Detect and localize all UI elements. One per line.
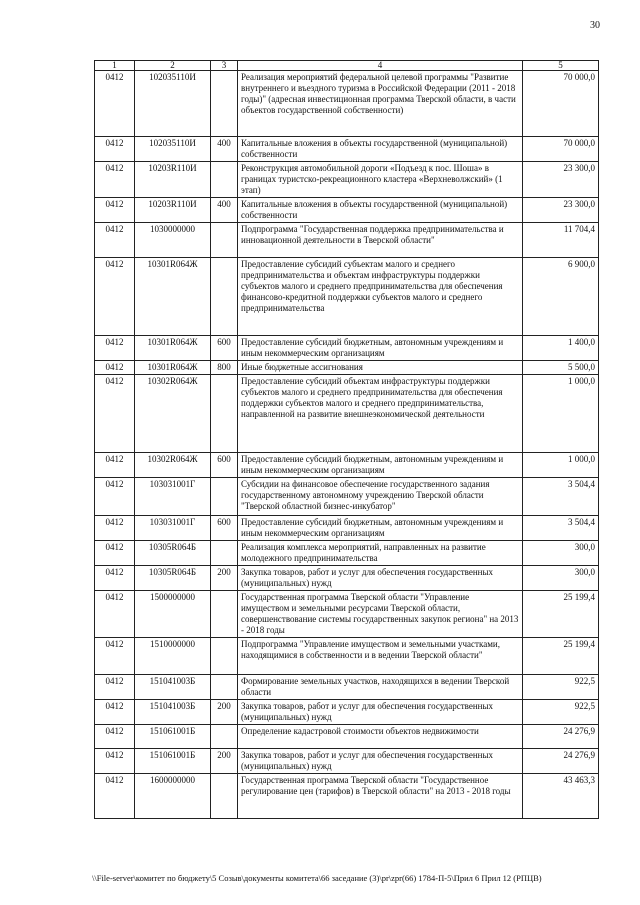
budget-table — [94, 60, 599, 819]
section-cell: 0412 — [95, 725, 135, 749]
description-cell: Капитальные вложения в объекты государственной (муниципальной) собственности — [238, 198, 523, 223]
target-code-cell: 151041003Б — [135, 700, 211, 725]
description-cell: Предоставление субсидий бюджетным, автономным учреждениям и иным некоммерческим организациям — [238, 336, 523, 361]
description-cell: Предоставление субсидий объектам инфраструктуры поддержки субъектов малого и среднего предпринимательства для обеспечения поддержки субъектов малого и среднего предпринимательства, направленной на развитие внешнеэкономической деятельности — [238, 375, 523, 453]
description-cell: Закупка товаров, работ и услуг для обеспечения государственных (муниципальных) нужд — [238, 700, 523, 725]
amount-cell: 70 000,0 — [523, 71, 599, 137]
expense-type-cell: 200 — [211, 566, 238, 591]
description-cell: Субсидии на финансовое обеспечение государственного задания государственному автономному учреждению Тверской области "Тверской областной бизнес-инкубатор" — [238, 478, 523, 516]
amount-cell: 1 000,0 — [523, 375, 599, 453]
amount-cell: 24 276,9 — [523, 725, 599, 749]
target-code-cell: 1500000000 — [135, 591, 211, 638]
expense-type-cell: 200 — [211, 749, 238, 774]
table-row — [95, 375, 599, 453]
table-row — [95, 591, 599, 638]
expense-type-cell — [211, 638, 238, 675]
target-code-cell: 102035110И — [135, 137, 211, 162]
amount-cell: 300,0 — [523, 541, 599, 566]
section-cell: 0412 — [95, 223, 135, 258]
description-cell: Подпрограмма "Управление имуществом и земельными участками, находящимися в собственности и в ведении Тверской области" — [238, 638, 523, 675]
description-cell: Определение кадастровой стоимости объектов недвижимости — [238, 725, 523, 749]
description-cell: Иные бюджетные ассигнования — [238, 361, 523, 375]
description-cell: Предоставление субсидий бюджетным, автономным учреждениям и иным некоммерческим организациям — [238, 516, 523, 541]
expense-type-cell — [211, 725, 238, 749]
table-row — [95, 675, 599, 700]
expense-type-cell: 400 — [211, 198, 238, 223]
file-path-footer: \\File-server\комитет по бюджету\5 Созыв\документы комитета\66 заседание (3)\pr\zpr(66) 1784-П-5\Прил 6 Прил 12 (РПЦВ) — [92, 873, 542, 883]
section-cell: 0412 — [95, 566, 135, 591]
section-cell: 0412 — [95, 71, 135, 137]
section-cell: 0412 — [95, 541, 135, 566]
expense-type-cell: 200 — [211, 700, 238, 725]
description-cell: Реализация комплекса мероприятий, направленных на развитие молодежного предпринимательства — [238, 541, 523, 566]
table-row — [95, 137, 599, 162]
target-code-cell: 102035110И — [135, 71, 211, 137]
table-header-row — [95, 61, 599, 71]
table-row — [95, 638, 599, 675]
description-cell: Государственная программа Тверской области "Государственное регулирование цен (тарифов) в Тверской области" на 2013 - 2018 годы — [238, 774, 523, 819]
table-row — [95, 749, 599, 774]
section-cell: 0412 — [95, 774, 135, 819]
column-header: 2 — [135, 61, 211, 71]
target-code-cell: 10301R064Ж — [135, 361, 211, 375]
table-row — [95, 478, 599, 516]
amount-cell: 70 000,0 — [523, 137, 599, 162]
expense-type-cell: 600 — [211, 516, 238, 541]
expense-type-cell — [211, 541, 238, 566]
target-code-cell: 103031001Г — [135, 478, 211, 516]
target-code-cell: 1510000000 — [135, 638, 211, 675]
table-row — [95, 725, 599, 749]
table-row — [95, 700, 599, 725]
description-cell: Предоставление субсидий бюджетным, автономным учреждениям и иным некоммерческим организациям — [238, 453, 523, 478]
description-cell: Закупка товаров, работ и услуг для обеспечения государственных (муниципальных) нужд — [238, 749, 523, 774]
section-cell: 0412 — [95, 516, 135, 541]
amount-cell: 1 000,0 — [523, 453, 599, 478]
amount-cell: 24 276,9 — [523, 749, 599, 774]
target-code-cell: 10302R064Ж — [135, 453, 211, 478]
section-cell: 0412 — [95, 258, 135, 336]
target-code-cell: 10305R064Б — [135, 566, 211, 591]
target-code-cell: 10203R110И — [135, 198, 211, 223]
section-cell: 0412 — [95, 137, 135, 162]
section-cell: 0412 — [95, 453, 135, 478]
column-header: 5 — [523, 61, 599, 71]
section-cell: 0412 — [95, 336, 135, 361]
amount-cell: 43 463,3 — [523, 774, 599, 819]
description-cell: Реализация мероприятий федеральной целевой программы "Развитие внутреннего и въездного туризма в Российской Федерации (2011 - 2018 годы)" (адресная инвестиционная программа Тверской области, в части объектов государственной собственности) — [238, 71, 523, 137]
section-cell: 0412 — [95, 375, 135, 453]
description-cell: Закупка товаров, работ и услуг для обеспечения государственных (муниципальных) нужд — [238, 566, 523, 591]
description-cell: Реконструкция автомобильной дороги «Подъезд к пос. Шоша» в границах туристско-рекреационного кластера «Верхневолжский» (1 этап) — [238, 162, 523, 198]
description-cell: Государственная программа Тверской области "Управление имуществом и земельными ресурсами Тверской области, совершенствование системы государственных закупок региона" на 2013 - 2018 годы — [238, 591, 523, 638]
table-row — [95, 223, 599, 258]
section-cell: 0412 — [95, 361, 135, 375]
amount-cell: 922,5 — [523, 700, 599, 725]
amount-cell: 23 300,0 — [523, 198, 599, 223]
expense-type-cell — [211, 223, 238, 258]
amount-cell: 23 300,0 — [523, 162, 599, 198]
table-row — [95, 162, 599, 198]
description-cell: Предоставление субсидий субъектам малого и среднего предпринимательства и объектам инфраструктуры поддержки субъектов малого и среднего предпринимательства для обеспечения финансово-кредитной поддержки субъектов малого и среднего предпринимательства — [238, 258, 523, 336]
description-cell: Формирование земельных участков, находящихся в ведении Тверской области — [238, 675, 523, 700]
target-code-cell: 1030000000 — [135, 223, 211, 258]
amount-cell: 300,0 — [523, 566, 599, 591]
expense-type-cell — [211, 258, 238, 336]
expense-type-cell — [211, 478, 238, 516]
section-cell: 0412 — [95, 198, 135, 223]
amount-cell: 25 199,4 — [523, 638, 599, 675]
target-code-cell: 10203R110И — [135, 162, 211, 198]
target-code-cell: 10305R064Б — [135, 541, 211, 566]
expense-type-cell: 600 — [211, 453, 238, 478]
amount-cell: 6 900,0 — [523, 258, 599, 336]
target-code-cell: 103031001Г — [135, 516, 211, 541]
section-cell: 0412 — [95, 749, 135, 774]
amount-cell: 11 704,4 — [523, 223, 599, 258]
amount-cell: 922,5 — [523, 675, 599, 700]
expense-type-cell: 400 — [211, 137, 238, 162]
target-code-cell: 1600000000 — [135, 774, 211, 819]
amount-cell: 3 504,4 — [523, 516, 599, 541]
amount-cell: 3 504,4 — [523, 478, 599, 516]
expense-type-cell: 600 — [211, 336, 238, 361]
column-header: 3 — [211, 61, 238, 71]
table-row — [95, 566, 599, 591]
target-code-cell: 10302R064Ж — [135, 375, 211, 453]
section-cell: 0412 — [95, 591, 135, 638]
section-cell: 0412 — [95, 162, 135, 198]
target-code-cell: 151061001Б — [135, 749, 211, 774]
description-cell: Подпрограмма "Государственная поддержка предпринимательства и инновационной деятельности в Тверской области" — [238, 223, 523, 258]
table-row — [95, 774, 599, 819]
target-code-cell: 151041003Б — [135, 675, 211, 700]
amount-cell: 5 500,0 — [523, 361, 599, 375]
table-row — [95, 541, 599, 566]
column-header: 1 — [95, 61, 135, 71]
table-row — [95, 516, 599, 541]
table-row — [95, 453, 599, 478]
expense-type-cell — [211, 375, 238, 453]
column-header: 4 — [238, 61, 523, 71]
amount-cell: 25 199,4 — [523, 591, 599, 638]
expense-type-cell — [211, 591, 238, 638]
section-cell: 0412 — [95, 478, 135, 516]
section-cell: 0412 — [95, 700, 135, 725]
expense-type-cell: 800 — [211, 361, 238, 375]
description-cell: Капитальные вложения в объекты государственной (муниципальной) собственности — [238, 137, 523, 162]
section-cell: 0412 — [95, 675, 135, 700]
expense-type-cell — [211, 71, 238, 137]
expense-type-cell — [211, 774, 238, 819]
amount-cell: 1 400,0 — [523, 336, 599, 361]
table-row — [95, 198, 599, 223]
target-code-cell: 151061001Б — [135, 725, 211, 749]
expense-type-cell — [211, 162, 238, 198]
section-cell: 0412 — [95, 638, 135, 675]
target-code-cell: 10301R064Ж — [135, 336, 211, 361]
table-row — [95, 361, 599, 375]
table-row — [95, 336, 599, 361]
expense-type-cell — [211, 675, 238, 700]
table-row — [95, 258, 599, 336]
page-number: 30 — [590, 20, 600, 31]
table-row — [95, 71, 599, 137]
target-code-cell: 10301R064Ж — [135, 258, 211, 336]
